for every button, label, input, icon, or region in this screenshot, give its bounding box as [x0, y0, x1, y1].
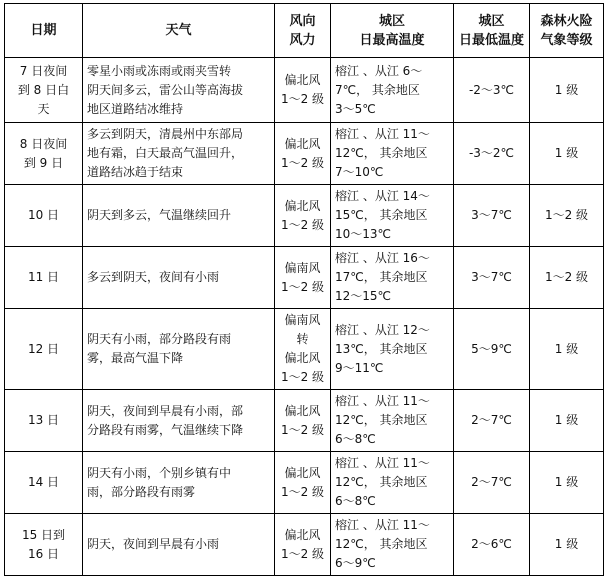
wind-cell: 偏北风 1～2 级	[275, 185, 331, 247]
header-city-max-temp: 城区 日最高温度	[331, 4, 454, 58]
table-row	[5, 123, 604, 185]
city-max-temp-cell: 榕江 、从江 11～ 12℃， 其余地区 7～10℃	[331, 123, 454, 185]
weather-cell: 阴天有小雨，个别乡镇有中 雨，部分路段有雨雾	[83, 452, 275, 514]
fire-risk-cell: 1 级	[530, 390, 604, 452]
date-cell: 14 日	[5, 452, 83, 514]
table-row	[5, 514, 604, 576]
fire-risk-cell: 1～2 级	[530, 185, 604, 247]
city-max-temp-cell: 榕江 、从江 12～ 13℃， 其余地区 9～11℃	[331, 309, 454, 390]
city-max-temp-cell: 榕江 、从江 11～ 12℃， 其余地区 6～8℃	[331, 452, 454, 514]
table-row	[5, 452, 604, 514]
header-wind: 风向 风力	[275, 4, 331, 58]
fire-risk-cell: 1～2 级	[530, 247, 604, 309]
date-cell: 12 日	[5, 309, 83, 390]
header-weather: 天气	[83, 4, 275, 58]
weather-cell: 阴天到多云，气温继续回升	[83, 185, 275, 247]
wind-cell: 偏北风 1～2 级	[275, 390, 331, 452]
city-min-temp-cell: 2～7℃	[454, 390, 530, 452]
city-max-temp-cell: 榕江 、从江 6～ 7℃， 其余地区 3～5℃	[331, 58, 454, 123]
city-max-temp-cell: 榕江 、从江 11～ 12℃， 其余地区 6～9℃	[331, 514, 454, 576]
table-row	[5, 185, 604, 247]
date-cell: 7 日夜间 到 8 日白 天	[5, 58, 83, 123]
weather-cell: 多云到阴天，清晨州中东部局 地有霜，白天最高气温回升， 道路结冰趋于结束	[83, 123, 275, 185]
date-cell: 11 日	[5, 247, 83, 309]
fire-risk-cell: 1 级	[530, 123, 604, 185]
table-row	[5, 58, 604, 123]
city-min-temp-cell: 2～7℃	[454, 452, 530, 514]
header-row	[5, 4, 604, 58]
forecast-table	[4, 3, 604, 576]
date-cell: 8 日夜间 到 9 日	[5, 123, 83, 185]
table-row	[5, 247, 604, 309]
fire-risk-cell: 1 级	[530, 58, 604, 123]
wind-cell: 偏北风 1～2 级	[275, 58, 331, 123]
wind-cell: 偏北风 1～2 级	[275, 123, 331, 185]
fire-risk-cell: 1 级	[530, 514, 604, 576]
table-header	[5, 4, 604, 58]
wind-cell: 偏南风转 偏北风 1～2 级	[275, 309, 331, 390]
date-cell: 10 日	[5, 185, 83, 247]
city-min-temp-cell: -2～3℃	[454, 58, 530, 123]
city-max-temp-cell: 榕江 、从江 11～ 12℃， 其余地区 6～8℃	[331, 390, 454, 452]
city-min-temp-cell: 3～7℃	[454, 247, 530, 309]
weather-cell: 多云到阴天，夜间有小雨	[83, 247, 275, 309]
header-fire-risk: 森林火险 气象等级	[530, 4, 604, 58]
city-min-temp-cell: 3～7℃	[454, 185, 530, 247]
fire-risk-cell: 1 级	[530, 309, 604, 390]
city-min-temp-cell: 2～6℃	[454, 514, 530, 576]
date-cell: 15 日到 16 日	[5, 514, 83, 576]
city-min-temp-cell: 5～9℃	[454, 309, 530, 390]
city-min-temp-cell: -3～2℃	[454, 123, 530, 185]
wind-cell: 偏南风 1～2 级	[275, 247, 331, 309]
city-max-temp-cell: 榕江 、从江 16～ 17℃， 其余地区 12～15℃	[331, 247, 454, 309]
wind-cell: 偏北风 1～2 级	[275, 452, 331, 514]
city-max-temp-cell: 榕江 、从江 14～ 15℃， 其余地区 10～13℃	[331, 185, 454, 247]
table-body	[5, 58, 604, 576]
table-row	[5, 309, 604, 390]
weather-cell: 零星小雨或冻雨或雨夹雪转 阴天间多云，雷公山等高海拔 地区道路结冰维持	[83, 58, 275, 123]
weather-cell: 阴天，夜间到早晨有小雨，部 分路段有雨雾，气温继续下降	[83, 390, 275, 452]
weather-cell: 阴天，夜间到早晨有小雨	[83, 514, 275, 576]
fire-risk-cell: 1 级	[530, 452, 604, 514]
wind-cell: 偏北风 1～2 级	[275, 514, 331, 576]
date-cell: 13 日	[5, 390, 83, 452]
header-date: 日期	[5, 4, 83, 58]
weather-cell: 阴天有小雨，部分路段有雨 雾，最高气温下降	[83, 309, 275, 390]
header-city-min-temp: 城区 日最低温度	[454, 4, 530, 58]
table-row	[5, 390, 604, 452]
